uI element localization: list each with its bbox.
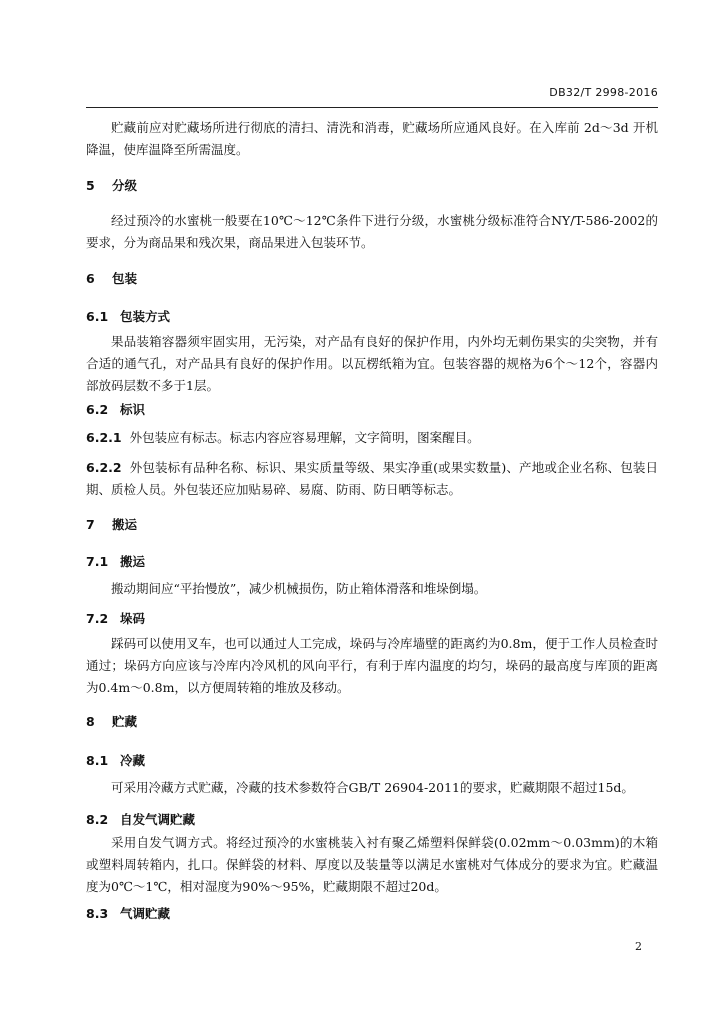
section-6-2-heading (86, 401, 145, 419)
section-number: 8.2 (86, 812, 109, 827)
section-title: 分级 (112, 178, 138, 193)
section-number: 8.1 (86, 753, 109, 768)
paragraph-5: 经过预冷的水蜜桃一般要在10℃～12℃条件下进行分级，水蜜桃分级标准符合NY/T-586-2002的要求，分为商品果和残次果，商品果进入包装环节。 (86, 213, 658, 250)
section-8-2-heading (86, 811, 195, 829)
clause-number: 6.2.2 (86, 460, 122, 475)
section-number: 8.3 (86, 906, 109, 921)
section-number: 6 (86, 271, 95, 286)
section-title: 包装方式 (120, 309, 171, 324)
section-title: 搬运 (112, 517, 138, 532)
section-7-heading (86, 516, 137, 534)
section-number: 8 (86, 714, 95, 729)
clause-number: 6.2.1 (86, 430, 122, 445)
clause-text: 外包装标有品种名称、标识、果实质量等级、果实净重(或果实数量)、产地或企业名称、包装日期、质检人员。外包装还应加贴易碎、易腐、防雨、防日晒等标志。 (86, 460, 658, 497)
section-8-heading (86, 713, 137, 731)
paragraph-7-1: 搬动期间应“平抬慢放”，减少机械损伤，防止箱体滑落和堆垛倒塌。 (111, 581, 487, 596)
section-6-heading (86, 270, 137, 288)
section-title: 气调贮藏 (120, 906, 171, 921)
section-title: 标识 (120, 402, 146, 417)
section-number: 7 (86, 517, 95, 532)
section-number: 7.2 (86, 611, 109, 626)
section-title: 冷藏 (120, 753, 146, 768)
section-title: 搬运 (120, 554, 146, 569)
paragraph-8-1: 可采用冷藏方式贮藏，冷藏的技术参数符合GB/T 26904-2011的要求，贮藏期限不超过15d。 (111, 780, 634, 795)
section-number: 5 (86, 178, 95, 193)
page-number: 2 (635, 940, 642, 953)
section-6-1-heading (86, 308, 170, 326)
section-title: 垛码 (120, 611, 146, 626)
header-rule (86, 107, 658, 108)
section-number: 6.1 (86, 309, 109, 324)
document-code: DB32/T 2998-2016 (549, 86, 658, 99)
paragraph-7-2: 踩码可以使用叉车，也可以通过人工完成，垛码与冷库墙壁的距离约为0.8m，便于工作人员检查时通过；垛码方向应该与冷库内冷风机的风向平行，有利于库内温度的均匀，垛码的最高度与库顶的距离为0.4m～0.8m，以方便周转箱的堆放及移动。 (86, 636, 658, 695)
paragraph-storage-preparation: 贮藏前应对贮藏场所进行彻底的清扫、清洗和消毒，贮藏场所应通风良好。在入库前 2d～3d 开机降温，使库温降至所需温度。 (86, 120, 658, 157)
paragraph-6-1: 果品装箱容器须牢固实用，无污染，对产品有良好的保护作用，内外均无刺伤果实的尖突物，并有合适的通气孔，对产品具有良好的保护作用。以瓦楞纸箱为宜。包装容器的规格为6个～12个，容器内部放码层数不多于1层。 (86, 334, 658, 393)
clause-6-2-1 (86, 427, 658, 449)
clause-text: 外包装应有标志。标志内容应容易理解，文字简明，图案醒目。 (129, 430, 480, 445)
section-8-3-heading (86, 905, 170, 923)
section-7-2-heading (86, 610, 145, 628)
clause-6-2-2 (86, 457, 658, 501)
section-title: 自发气调贮藏 (120, 812, 196, 827)
section-8-1-heading (86, 752, 145, 770)
section-number: 7.1 (86, 554, 109, 569)
paragraph-8-2: 采用自发气调方式。将经过预冷的水蜜桃装入衬有聚乙烯塑料保鲜袋(0.02mm～0.03mm)的木箱或塑料周转箱内，扎口。保鲜袋的材料、厚度以及装量等以满足水蜜桃对气体成分的要求为宜。贮藏温度为0℃～1℃，相对湿度为90%～95%，贮藏期限不超过20d。 (86, 835, 658, 894)
section-title: 包装 (112, 271, 138, 286)
section-7-1-heading (86, 553, 145, 571)
section-title: 贮藏 (112, 714, 138, 729)
section-5-heading (86, 177, 137, 195)
section-number: 6.2 (86, 402, 109, 417)
